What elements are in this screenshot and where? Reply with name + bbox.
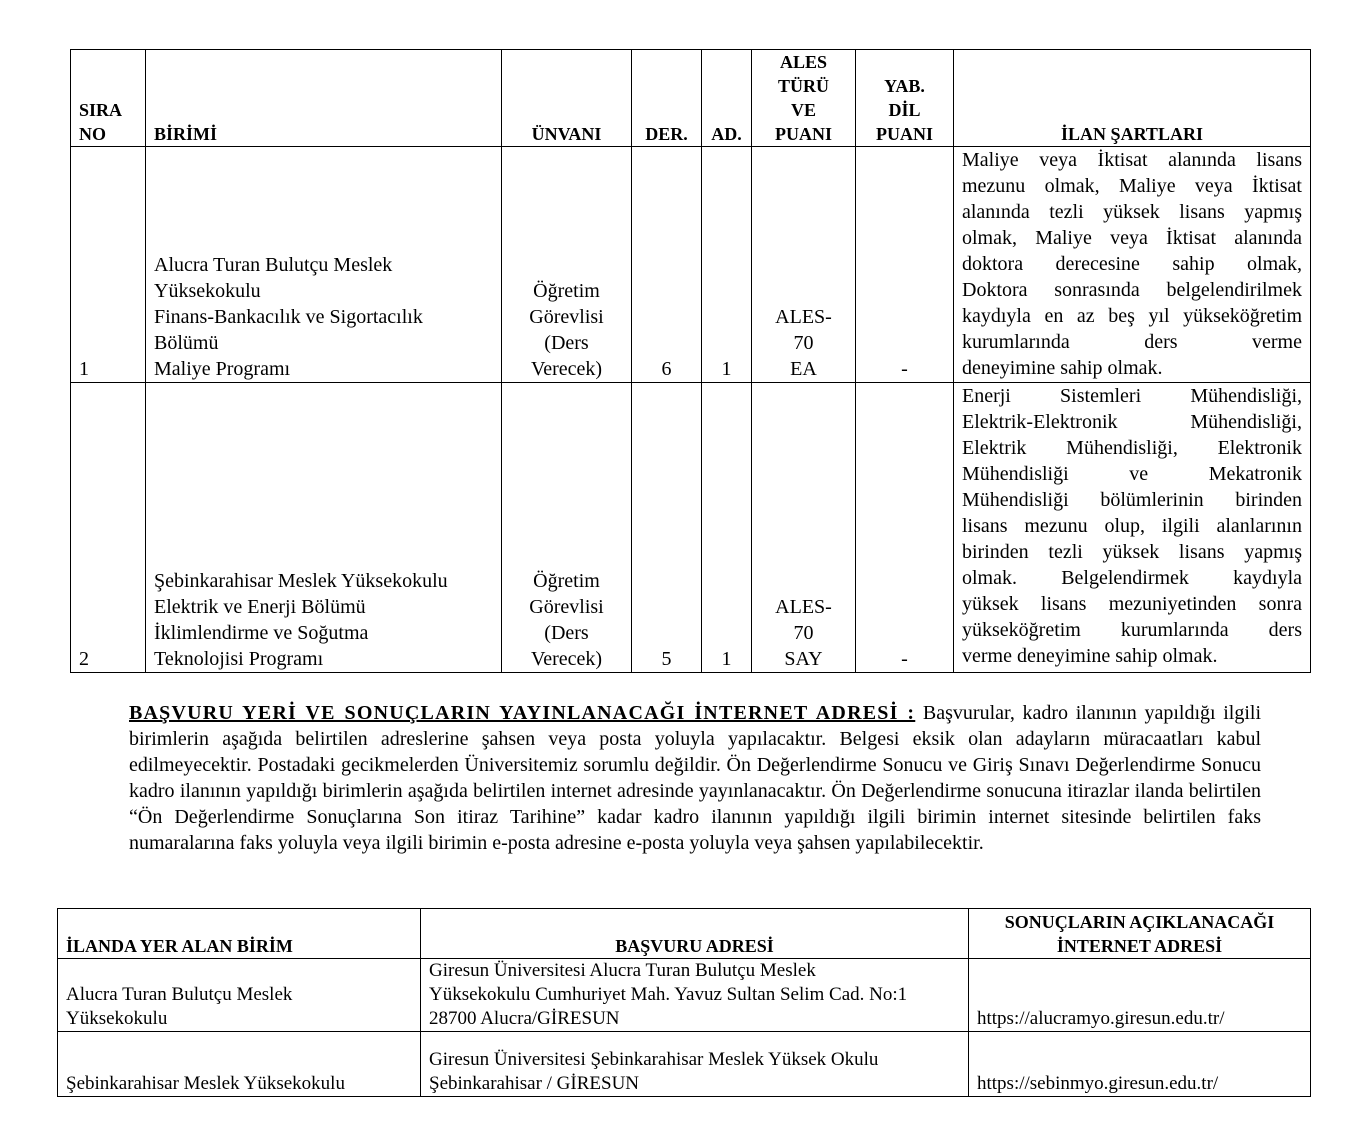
table-header-row [71,50,1311,147]
text-line: Öğretim [533,280,600,302]
table-row [58,1032,1311,1097]
header-ilan-sartlari: İLAN ŞARTLARI [954,50,1311,147]
text-line: Mühendisliği bölümlerinin birinden [962,489,1302,511]
text-line: SONUÇLARIN AÇIKLANACAĞI [1004,912,1275,932]
ad: 1 [702,147,752,383]
ilan-sartlari [954,147,1311,383]
paragraph-body: Başvurular, kadro ilanının yapıldığı ilgili birimlerin aşağıda belirtilen adreslerine şahsen veya posta yoluyla yapılacaktır. Belgesi eksik olan adayların müracaatları kabul edilmeyecektir. Postadaki gecikmelerden Üniversitemiz sorumlu değildir. Ön Değerlendirme Sonucu ve Giriş Sınavı Değerlendirme Sonucu kadro ilanının yapıldığı birimlerin aşağıda belirtilen internet adresinde yayınlanacaktır. Ön Değerlendirme sonucuna itirazlar ilanda belirtilen “Ön Değerlendirme Sonuçlarına Son itiraz Tarihine” kadar kadro ilanının yapıldığı ilgili birimin internet sitesinde belirtilen faks numaralarına faks yoluyla veya ilgili birimin e-posta adresine e-posta yoluyla veya şahsen yapılabilecektir. [129,702,1261,854]
text-line: Yüksekokulu Cumhuriyet Mah. Yavuz Sultan Selim Cad. No:1 [429,984,908,1005]
unvani [502,147,632,383]
text-line: NO [79,124,106,144]
der: 5 [632,383,702,673]
header-basvuru-adresi: BAŞVURU ADRESİ [421,909,969,959]
text-line: alanında tezli yüksek lisans yapmış [962,201,1302,223]
birimi [146,383,502,673]
text-line: Verecek) [530,358,603,380]
header-birim: İLANDA YER ALAN BİRİM [58,909,421,959]
header-internet-adresi [969,909,1311,959]
text-line: Giresun Üniversitesi Şebinkarahisar Meslek Yüksek Okulu [429,1049,879,1070]
text-line: 70 [793,622,814,644]
internet-link[interactable]: https://sebinmyo.giresun.edu.tr/ [969,1032,1311,1097]
table-row [71,147,1311,383]
header-yab-dil [856,50,954,147]
text-line: İNTERNET ADRESİ [1056,936,1223,956]
text-line: Bölümü [154,332,219,354]
table-row [58,959,1311,1032]
header-ad: AD. [702,50,752,147]
ales-puani [752,383,856,673]
text-line: 28700 Alucra/GİRESUN [429,1008,620,1029]
text-line: Alucra Turan Bulutçu Meslek [154,254,393,276]
birim [58,959,421,1032]
text-line: doktora derecesine sahip olmak, [962,253,1302,275]
basvuru-adresi [421,1032,969,1097]
text-line: Yüksekokulu [66,1008,168,1029]
text-line: Şebinkarahisar / GİRESUN [429,1073,640,1094]
text-line: Görevlisi [529,596,604,618]
text-line: Verecek) [530,648,603,670]
text-line: Alucra Turan Bulutçu Meslek [66,984,293,1005]
text-line: (Ders [544,332,589,354]
header-birimi: BİRİMİ [146,50,502,147]
text-line: 70 [793,332,814,354]
yab-dil-puani: - [856,147,954,383]
text-line: (Ders [544,622,589,644]
text-line: DİL [888,100,921,120]
application-info-paragraph [129,700,1261,856]
text-line: olmak, Maliye veya İktisat alanında [962,227,1302,249]
sira-no: 1 [71,147,146,383]
text-line: VE [790,100,816,120]
address-table [57,908,1311,1097]
text-line: verme deneyimine sahip olmak. [962,645,1218,667]
ad: 1 [702,383,752,673]
header-der: DER. [632,50,702,147]
text-line: olmak. Belgelendirmek kaydıyla [962,567,1302,589]
internet-link[interactable]: https://alucramyo.giresun.edu.tr/ [969,959,1311,1032]
text-line: TÜRÜ [777,76,829,96]
text-line: Öğretim [533,570,600,592]
text-line: SAY [784,648,823,670]
unvani [502,383,632,673]
text-line: Yüksekokulu [154,280,261,302]
text-line: ALES- [775,306,832,328]
text-line: Maliye Programı [154,358,291,380]
text-line: YAB. [884,76,925,96]
text-line: PUANI [775,124,832,144]
text-line: kaydıyla en az beş yıl yükseköğretim [962,305,1302,327]
birimi [146,147,502,383]
text-line: ALES [779,52,828,72]
text-line: Görevlisi [529,306,604,328]
text-line: Doktora sonrasında belgelendirilmek [962,279,1302,301]
paragraph-heading: BAŞVURU YERİ VE SONUÇLARIN YAYINLANACAĞI İNTERNET ADRESİ : [129,702,916,724]
der: 6 [632,147,702,383]
text-line: kurumlarında ders verme [962,331,1302,353]
text-line: Mühendisliği ve Mekatronik [962,463,1302,485]
text-line: Maliye veya İktisat alanında lisans [962,149,1302,171]
text-line: SIRA [79,100,123,120]
text-line: Elektrik Mühendisliği, Elektronik [962,437,1302,459]
text-line: EA [790,358,817,380]
basvuru-adresi [421,959,969,1032]
text-line: ALES- [775,596,832,618]
text-line: Enerji Sistemleri Mühendisliği, [962,385,1302,407]
table-row [71,383,1311,673]
sira-no: 2 [71,383,146,673]
text-line: Giresun Üniversitesi Alucra Turan Bulutçu Meslek [429,960,816,981]
header-unvani: ÜNVANI [502,50,632,147]
text-line: Şebinkarahisar Meslek Yüksekokulu [66,1073,345,1094]
yab-dil-puani: - [856,383,954,673]
text-line: İklimlendirme ve Soğutma [154,622,369,644]
header-ales [752,50,856,147]
text-line: yükseköğretim kurumlarında ders [962,619,1302,641]
text-line: birinden tezli yüksek lisans yapmış [962,541,1302,563]
text-line: Elektrik-Elektronik Mühendisliği, [962,411,1302,433]
text-line: deneyimine sahip olmak. [962,357,1163,379]
text-line: yüksek lisans mezuniyetinden sonra [962,593,1302,615]
text-line: Finans-Bankacılık ve Sigortacılık [154,306,423,328]
text-line: mezunu olmak, Maliye veya İktisat [962,175,1302,197]
birim [58,1032,421,1097]
header-sira-no [71,50,146,147]
table-header-row [58,909,1311,959]
text-line: Elektrik ve Enerji Bölümü [154,596,366,618]
text-line: PUANI [876,124,933,144]
ales-puani [752,147,856,383]
text-line: Teknolojisi Programı [154,648,324,670]
ilan-sartlari [954,383,1311,673]
text-line: lisans mezunu olup, ilgili alanlarının [962,515,1302,537]
text-line: Şebinkarahisar Meslek Yüksekokulu [154,570,448,592]
positions-table [70,49,1311,673]
